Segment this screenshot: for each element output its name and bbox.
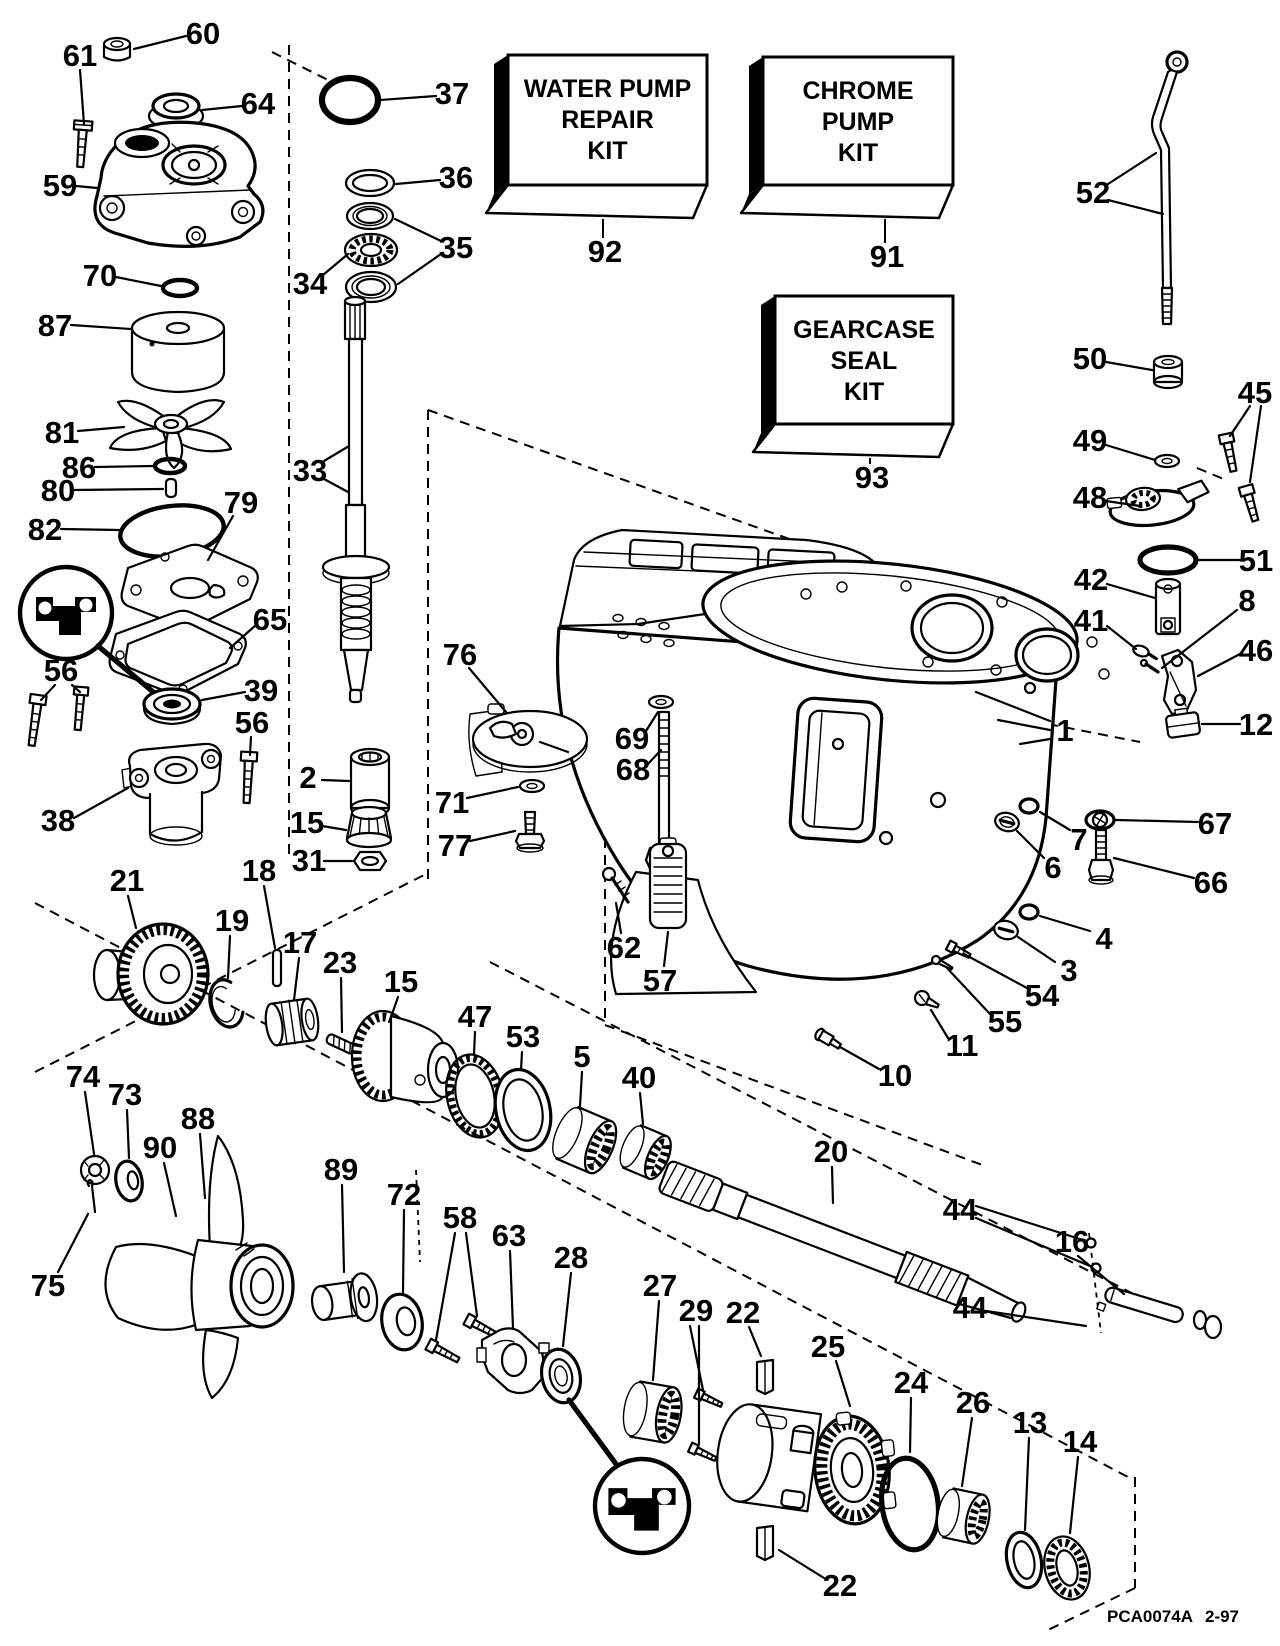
part-39-seal <box>144 689 200 724</box>
part-callout-48-20: 48 <box>1072 480 1108 515</box>
kit-92-label-line: KIT <box>587 137 628 165</box>
part-29-screw-b <box>688 1443 718 1464</box>
part-callout-21-53: 21 <box>109 863 145 898</box>
part-callout-38-40: 38 <box>40 803 76 838</box>
part-callout-39-28: 39 <box>243 673 279 708</box>
part-28-seal <box>537 1346 585 1407</box>
part-48-shift-cam <box>1106 480 1212 529</box>
part-67-screw-washer <box>1086 811 1114 829</box>
part-callout-20-63: 20 <box>813 1134 849 1169</box>
part-41-pin <box>1132 644 1159 662</box>
part-14-thrust-bearing <box>1038 1532 1096 1605</box>
part-callout-82-14: 82 <box>27 512 63 547</box>
part-callout-80-13: 80 <box>40 473 76 508</box>
part-87-impeller-cup <box>132 312 224 392</box>
part-56-screw-b <box>71 686 89 730</box>
part-71-washer <box>520 780 544 792</box>
part-callout-56-29: 56 <box>234 705 270 740</box>
part-70-oring <box>163 280 197 296</box>
part-callout-11-51: 11 <box>945 1028 979 1063</box>
part-callout-15-58: 15 <box>383 964 419 999</box>
part-27-bearing <box>620 1380 686 1445</box>
part-callout-13-83: 13 <box>1012 1405 1048 1440</box>
part-callout-71-37: 71 <box>434 785 470 820</box>
part-16-prop-pin <box>1104 1286 1221 1338</box>
part-callout-10-52: 10 <box>877 1058 913 1093</box>
part-73-thrust-washer <box>113 1159 146 1203</box>
part-callout-31-38: 31 <box>291 843 327 878</box>
part-callout-57-46: 57 <box>642 963 678 998</box>
kit-92-label-line: REPAIR <box>561 106 654 134</box>
part-callout-26-82: 26 <box>955 1385 991 1420</box>
part-callout-18-54: 18 <box>241 853 277 888</box>
part-22-clip-upper <box>757 1360 773 1394</box>
part-52-shift-rod <box>1152 52 1187 324</box>
kit-boxes <box>486 55 953 495</box>
figure-revision: 2-97 <box>1204 1607 1240 1626</box>
part-callout-7-42: 7 <box>1070 822 1088 857</box>
part-5-needle-bearing <box>546 1103 622 1178</box>
part-callout-66-44: 66 <box>1193 865 1229 900</box>
part-63-bearing-retainer <box>477 1328 549 1393</box>
part-callout-44-80: 44 <box>952 1290 988 1325</box>
part-callout-86-12: 86 <box>61 450 97 485</box>
part-callout-8-24: 8 <box>1238 583 1256 618</box>
part-callout-1-32: 1 <box>1056 713 1074 748</box>
part-callout-61-1: 61 <box>62 38 98 73</box>
part-17-clutch-dog <box>263 997 321 1048</box>
part-callout-90-69: 90 <box>142 1130 178 1165</box>
part-callout-22-78: 22 <box>725 1295 761 1330</box>
part-77-bolt <box>516 812 544 852</box>
part-45-bolt-a <box>1219 433 1241 473</box>
part-callout-56-27: 56 <box>43 653 79 688</box>
kit-91-label-line: CHROME <box>802 77 914 105</box>
part-13-washer <box>1002 1529 1047 1591</box>
part-callout-79-15: 79 <box>223 485 259 520</box>
part-58-screw-a <box>425 1339 461 1366</box>
part-10-grease-fitting <box>813 1027 842 1051</box>
part-callout-22-85: 22 <box>822 1568 858 1603</box>
part-36-washer <box>346 170 394 196</box>
part-37-oring <box>322 78 378 122</box>
part-callout-73-67: 73 <box>107 1077 143 1112</box>
part-callout-41-25: 41 <box>1073 603 1109 638</box>
part-69-washer <box>649 696 673 708</box>
part-22-clip-lower <box>757 1526 773 1560</box>
part-15-driven-gear <box>352 1011 458 1102</box>
part-callout-27-76: 27 <box>642 1268 678 1303</box>
part-callout-74-66: 74 <box>65 1059 101 1094</box>
kit-number-92: 92 <box>587 234 623 269</box>
part-callout-65-21: 65 <box>252 602 288 637</box>
part-56-screw-c <box>239 752 258 804</box>
part-callout-3-48: 3 <box>1060 953 1078 988</box>
part-callout-12-30: 12 <box>1238 707 1274 742</box>
part-callout-67-41: 67 <box>1197 806 1233 841</box>
shift-linkage-note-icon <box>608 1488 675 1531</box>
part-callout-75-70: 75 <box>30 1268 66 1303</box>
part-callout-36-5: 36 <box>438 160 474 195</box>
part-callout-24-81: 24 <box>893 1365 929 1400</box>
part-callout-81-11: 81 <box>44 415 80 450</box>
part-callout-28-75: 28 <box>553 1240 589 1275</box>
part-8-detent-pin <box>1141 660 1158 672</box>
part-callout-54-49: 54 <box>1024 978 1060 1013</box>
part-86-oring <box>155 459 185 473</box>
part-72-spacer <box>377 1291 426 1353</box>
part-50-bushing <box>1154 356 1182 388</box>
kit-93-label-line: SEAL <box>830 347 898 375</box>
part-89-thrust-bushing <box>309 1272 380 1329</box>
part-callout-70-8: 70 <box>82 258 118 293</box>
part-callout-87-9: 87 <box>37 308 73 343</box>
part-74-prop-nut <box>81 1156 109 1184</box>
part-31-nut <box>354 852 386 870</box>
part-38-pump-base <box>122 744 221 845</box>
part-34-thrust-bearing <box>345 234 397 266</box>
part-callout-89-71: 89 <box>323 1152 359 1187</box>
part-25-clutch-assembly <box>711 1401 901 1528</box>
part-callout-17-56: 17 <box>282 925 318 960</box>
part-callout-44-64: 44 <box>942 1192 978 1227</box>
part-callout-2-35: 2 <box>299 760 317 795</box>
part-51-oring <box>1140 547 1196 573</box>
kit-box-92 <box>486 55 707 269</box>
part-callout-33-16: 33 <box>292 453 328 488</box>
kit-91-label-line: KIT <box>837 139 879 167</box>
kit-number-91: 91 <box>869 239 905 274</box>
kit-box-93 <box>753 296 953 495</box>
part-callout-45-18: 45 <box>1237 375 1273 410</box>
part-11-vent-screw <box>913 989 942 1012</box>
part-4-oring <box>1020 905 1038 919</box>
part-callout-53-60: 53 <box>505 1019 541 1054</box>
part-21-forward-gear <box>94 924 208 1024</box>
part-callout-51-22: 51 <box>1238 543 1274 578</box>
part-callout-60-0: 60 <box>185 16 221 51</box>
part-callout-23-57: 23 <box>322 945 358 980</box>
kit-93-label-line: KIT <box>843 378 885 406</box>
part-callout-42-23: 42 <box>1073 562 1109 597</box>
part-49-washer <box>1155 455 1179 467</box>
part-59-water-pump-housing <box>95 122 263 246</box>
part-callout-29-77: 29 <box>678 1293 714 1328</box>
kit-92-label-line: WATER PUMP <box>523 75 692 103</box>
kit-93-label-line: GEARCASE <box>793 316 935 344</box>
part-callout-50-17: 50 <box>1072 341 1108 376</box>
part-18-cross-pin <box>273 950 281 986</box>
part-26-bearing <box>933 1486 993 1546</box>
part-callout-16-65: 16 <box>1054 1224 1090 1259</box>
part-61-screw <box>71 120 92 167</box>
part-callout-15-36: 15 <box>289 805 325 840</box>
part-callout-4-47: 4 <box>1095 921 1113 956</box>
figure-code: PCA0074A <box>1107 1607 1193 1626</box>
part-19-retaining-ring <box>205 977 246 1031</box>
part-56-screw-a <box>24 694 47 747</box>
shift-linkage-note-icon <box>36 597 96 635</box>
part-45-bolt-b <box>1239 484 1262 522</box>
part-callout-58-73: 58 <box>442 1200 478 1235</box>
part-callout-14-84: 14 <box>1062 1424 1098 1459</box>
kit-number-93: 93 <box>854 460 890 495</box>
part-callout-88-68: 88 <box>180 1101 216 1136</box>
part-callout-55-50: 55 <box>987 1004 1023 1039</box>
part-callout-5-61: 5 <box>573 1039 591 1074</box>
part-callout-52-10: 52 <box>1075 175 1111 210</box>
figure-footer <box>1107 1607 1239 1626</box>
part-callout-47-59: 47 <box>457 999 493 1034</box>
part-66-bolt <box>1089 830 1113 884</box>
part-callout-19-55: 19 <box>214 903 250 938</box>
part-callout-46-26: 46 <box>1238 633 1274 668</box>
part-callout-25-79: 25 <box>810 1329 846 1364</box>
kit-box-91 <box>741 57 953 274</box>
part-80-drive-pin <box>166 479 176 497</box>
part-57-anode <box>650 838 686 928</box>
part-65-gasket <box>110 611 246 694</box>
part-callout-63-74: 63 <box>491 1218 527 1253</box>
part-callout-64-2: 64 <box>240 86 276 121</box>
part-callout-6-43: 6 <box>1044 850 1062 885</box>
part-callout-77-39: 77 <box>437 828 473 863</box>
part-callout-69-33: 69 <box>614 721 650 756</box>
part-callout-72-72: 72 <box>386 1177 422 1212</box>
part-callout-34-7: 34 <box>292 266 328 301</box>
part-15-pinion-gear <box>347 807 391 847</box>
part-callout-35-6: 35 <box>438 230 474 265</box>
part-35-washer-upper <box>347 203 393 229</box>
part-46-shift-lever <box>1162 650 1196 714</box>
part-callout-40-62: 40 <box>621 1060 657 1095</box>
part-callout-76-31: 76 <box>442 637 478 672</box>
part-33-driveshaft <box>323 297 389 702</box>
part-60-grommet <box>104 38 130 61</box>
part-callout-62-45: 62 <box>606 930 642 965</box>
part-callout-68-34: 68 <box>615 752 651 787</box>
part-42-pivot-pin <box>1156 579 1180 634</box>
part-callout-49-19: 49 <box>1072 423 1108 458</box>
kit-91-label-line: PUMP <box>821 108 895 136</box>
part-callout-37-4: 37 <box>434 76 470 111</box>
part-callout-59-3: 59 <box>42 168 78 203</box>
